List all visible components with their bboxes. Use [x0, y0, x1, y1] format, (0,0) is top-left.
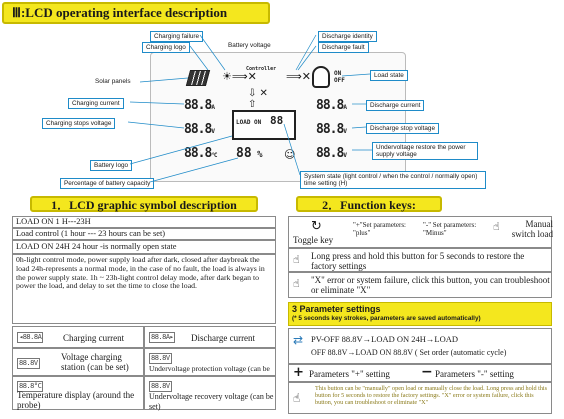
load-control: Load control (1 hour --- 23 hours can be set) — [12, 228, 276, 240]
symbol-cell-discharge-current — [144, 326, 276, 348]
lamp-icon — [312, 66, 330, 88]
discharge-current-label: Discharge current — [191, 333, 256, 343]
charging-current-digits: 88.8A — [184, 98, 214, 113]
function-keys-row — [288, 216, 552, 248]
callout-system-state: System state (light control / when the control / normally open) time setting (H) — [300, 171, 486, 189]
long-press-row — [288, 248, 552, 272]
param-note-row — [288, 382, 552, 414]
load-on-1h: LOAD ON 1 H---23H — [12, 216, 276, 228]
undervoltage-recovery-symbol-icon: 88.8V — [151, 382, 170, 390]
symbol-cell-charging-current — [12, 326, 144, 348]
hand-icon: ☝ — [493, 220, 500, 233]
temperature-label: Temperature display (around the probe) — [17, 390, 135, 410]
off-label: OFF — [334, 77, 345, 84]
cycle-arrow-icon: ⇄ — [293, 333, 304, 347]
plus-setting-label: Parameters "+" setting — [309, 369, 390, 379]
callout-discharge-stop: Discharge stop voltage — [366, 123, 439, 134]
error-row — [288, 272, 552, 298]
direction-arrows: ⇩ ✕ ⇧ — [248, 88, 268, 110]
undervoltage-digits: 88.8V — [316, 146, 346, 161]
error-text: "X" error or system failure, click this button, you can troubleshoot or eliminate "X" — [311, 275, 550, 295]
section2-title: 2．Function keys: — [296, 196, 442, 212]
toggle-key-icon: ↻ — [311, 219, 322, 234]
symbol-cell-temperature — [12, 376, 144, 410]
callout-percentage: Percentage of battery capacity — [60, 178, 154, 189]
callout-undervoltage-restore: Undervoltage restore the power supply voltage — [372, 142, 478, 160]
load-on-label: LOAD ON — [236, 119, 262, 126]
toggle-key-label: Toggle key — [293, 235, 334, 245]
manual-switch-label: Manual switch load — [511, 219, 553, 239]
symbol-cell-undervoltage-protection — [144, 348, 276, 376]
charging-stop-digits: 88.8V — [184, 122, 214, 137]
section3-subtitle: (* 5 seconds key strokes, parameters are saved automatically) — [292, 315, 481, 322]
plus-icon: + — [293, 365, 304, 380]
callout-discharge-identity: Discharge identity — [318, 31, 377, 42]
callout-charging-logo: Charging logo — [142, 42, 190, 53]
param-setting-row — [288, 364, 552, 382]
undervoltage-protection-symbol-icon: 88.8V — [151, 354, 170, 362]
section3-title: 3 Parameter settings — [292, 304, 381, 314]
callout-discharge-current: Discharge current — [366, 100, 424, 111]
callout-charging-current: Charging current — [68, 98, 124, 109]
charging-failure-icon: ☀⟹✕ — [222, 70, 257, 83]
hand-icon: ☝ — [293, 277, 300, 290]
undervoltage-recovery-label: Undervoltage recovery voltage (can be set) — [149, 392, 274, 411]
hand-icon: ☝ — [293, 391, 301, 405]
callout-discharge-fault: Discharge fault — [318, 42, 369, 53]
load-on-24h: LOAD ON 24H 24 hour -is normally open state — [12, 240, 276, 254]
minus-icon: − — [421, 364, 433, 380]
discharge-current-symbol-icon: 88.8A▸ — [151, 333, 174, 341]
param-line2: OFF 88.8V→LOAD ON 88.8V ( Set order (automatic cycle) — [311, 348, 507, 357]
undervoltage-protection-label: Undervoltage protection voltage (can be — [149, 364, 270, 373]
hand-icon: ☝ — [293, 253, 300, 266]
section-header: Ⅲ:LCD operating interface description — [2, 2, 270, 24]
solar-panel-icon — [186, 70, 210, 86]
discharge-stop-digits: 88.8V — [316, 122, 346, 137]
param-order-row — [288, 328, 552, 364]
discharge-icon: ⟹✕ — [286, 70, 311, 83]
on-label: ON — [334, 70, 342, 77]
battery-percent-digits: 88.8°C — [184, 146, 217, 161]
mode-description: 0h-light control mode, power supply load after dark, closed after daybreak the load 24h-represents a normal mode, in the case of no fault, the load is always in the power supply state. 1h ~ 23h-light control delay mode, after dark began to power the load, and delay to set the time to close the load. — [12, 254, 276, 324]
param-note: This button can be "manually" open load or manually close the load. Long press and hold this button for 5 seconds to restore the factory settings. "X" error or system failure, click this button, you can troubleshoot or eliminate "X" — [315, 385, 548, 406]
charging-current-symbol-icon: ◂88.8A — [19, 333, 42, 341]
callout-charging-stops: Charging stops voltage — [42, 118, 115, 129]
callout-battery-voltage: Battery voltage — [228, 42, 271, 49]
voltage-charging-symbol-icon: 88.8V — [19, 359, 38, 367]
symbol-cell-undervoltage-recovery — [144, 376, 276, 410]
plus-key-label: "+"Set parameters: "plus" — [353, 221, 407, 237]
lcd-diagram — [0, 26, 564, 192]
callout-battery-logo: Battery logo — [90, 160, 132, 171]
minus-setting-label: Parameters "-" setting — [435, 369, 514, 379]
face-icon: ☺ — [284, 148, 296, 161]
callout-solar-panels: Solar panels — [95, 78, 131, 85]
symbol-cell-voltage-charging — [12, 348, 144, 376]
minus-key-label: "-" Set parameters: "Minus" — [423, 221, 477, 237]
controller-label: Controller — [246, 66, 277, 72]
discharge-current-digits: 88.8A — [316, 98, 346, 113]
section1-title: 1．LCD graphic symbol description — [30, 196, 258, 212]
voltage-charging-label: Voltage charging station (can be set) — [61, 352, 129, 372]
callout-load-state: Load state — [370, 70, 408, 81]
temperature-symbol-icon: 88.8°C — [19, 382, 42, 390]
callout-charging-failure: Charging failure — [150, 31, 203, 42]
load-hour-digits: 88 — [270, 114, 284, 127]
charging-current-label: Charging current — [63, 333, 125, 343]
long-press-text: Long press and hold this button for 5 seconds to restore the factory settings — [311, 251, 525, 271]
battery-percent-display: 88 % — [236, 146, 263, 161]
param-line1: PV-OFF 88.8V→LOAD ON 24H→LOAD — [311, 334, 459, 344]
